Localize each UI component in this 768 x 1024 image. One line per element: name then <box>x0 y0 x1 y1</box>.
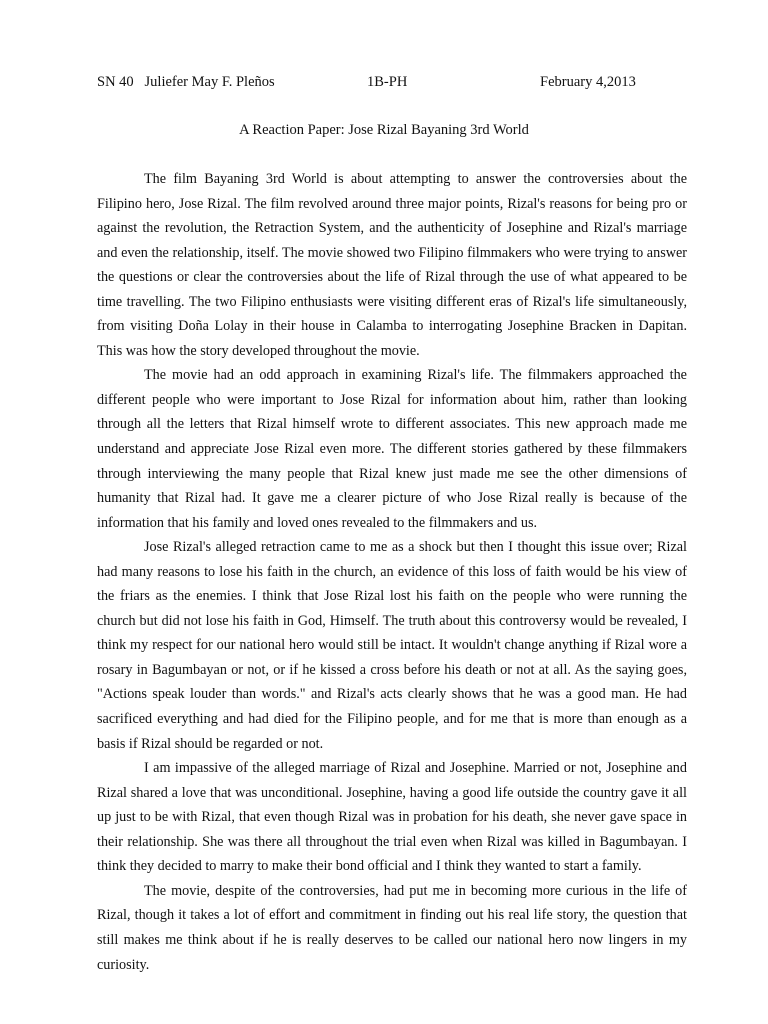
document-body <box>97 167 687 977</box>
paragraph: Jose Rizal's alleged retraction came to me as a shock but then I thought this issue over; Rizal had many reasons to lose his faith in the church, an evidence of this loss of faith would be his view of the friars as the enemies. I think that Jose Rizal lost his faith on the people who were running the church but did not lose his faith in God, Himself. The truth about this controversy would be revealed, I think my respect for our national hero would still be intact. It wouldn't change anything if Rizal wore a rosary in Bagumbayan or not, or if he kissed a cross before his death or not at all. As the saying goes, "Actions speak louder than words." and Rizal's acts clearly shows that he was a good man. He had sacrificed everything and had died for the Filipino people, and for me that is more than enough as a basis if Rizal should be regarded or not. <box>97 539 687 752</box>
paragraph: The film Bayaning 3rd World is about attempting to answer the controversies about the Filipino hero, Jose Rizal. The film revolved around three major points, Rizal's reasons for being pro or against the revolution, the Retraction System, and the authenticity of Josephine and Rizal's marriage and even the relationship, itself. The movie showed two Filipino filmmakers who were trying to answer the questions or clear the controversies about the life of Rizal through the use of what appeared to be time travelling. The two Filipino enthusiasts were visiting different eras of Rizal's life simultaneously, from visiting Doña Lolay in their house in Calamba to interrogating Josephine Bracken in Dapitan. This was how the story developed throughout the movie. <box>97 171 687 359</box>
paragraph: I am impassive of the alleged marriage of Rizal and Josephine. Married or not, Josephine and Rizal shared a love that was unconditional. Josephine, having a good life outside the country gave it all up just to be with Rizal, that even though Rizal was in probation for his death, she never gave space in their relationship. She was there all throughout the trial even when Rizal was killed in Bagumbayan. I think they decided to marry to make their bond official and I think they wanted to start a family. <box>97 760 687 875</box>
student-info: SN 40 Juliefer May F. Pleños <box>97 74 275 90</box>
section-label: 1B-PH <box>367 74 408 90</box>
paragraph: The movie, despite of the controversies, had put me in becoming more curious in the life of Rizal, though it takes a lot of effort and commitment in finding out his real life story, the question that still makes me think about if he is really deserves to be called our national hero now lingers in my curiosity. <box>97 882 687 973</box>
document-header <box>97 72 677 92</box>
document-date: February 4,2013 <box>540 74 636 90</box>
document-title: A Reaction Paper: Jose Rizal Bayaning 3rd World <box>239 122 529 138</box>
paragraph: The movie had an odd approach in examining Rizal's life. The filmmakers approached the different people who were important to Jose Rizal for information about him, rather than looking through all the letters that Rizal himself wrote to different associates. This new approach made me understand and appreciate Jose Rizal even more. The different stories gathered by these filmmakers through interviewing the many people that Rizal knew just made me see the other dimensions of humanity that Rizal had. It gave me a clearer picture of who Jose Rizal really is because of the information that his family and loved ones revealed to the filmmakers and us. <box>97 367 687 531</box>
